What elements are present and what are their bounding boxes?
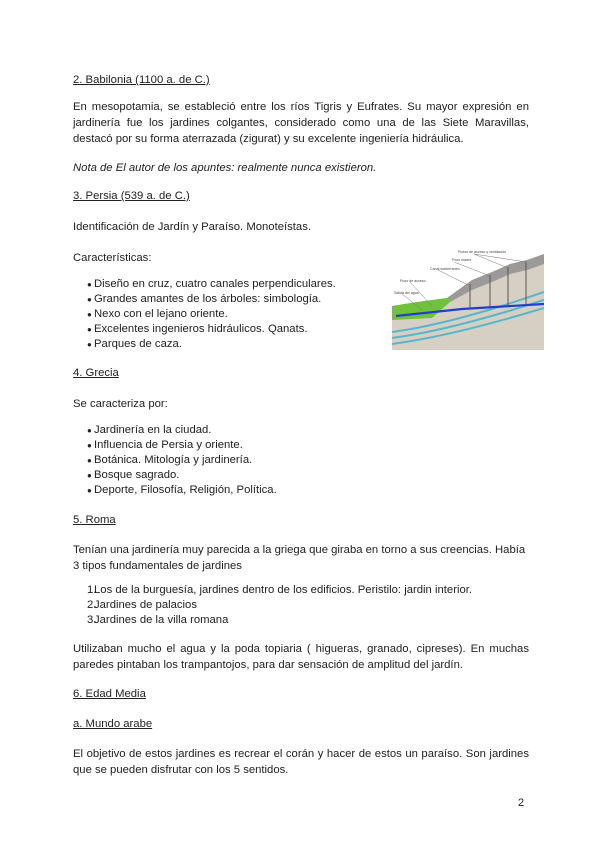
grecia-intro: Se caracteriza por:	[73, 398, 168, 410]
persia-characteristics-label: Características:	[73, 252, 152, 264]
list-item: 1. Los de la burguesía, jardines dentro de los edificios. Peristilo: jardin interior.	[87, 584, 473, 596]
roma-list	[73, 583, 473, 628]
roma-paragraph: Utilizaban mucho el agua y la poda topiaria ( higueras, granado, cipreses). En muchas paredes pintaban los trampantojos, para dar sensación de amplitud del jardín.	[73, 643, 529, 671]
heading-edad-media: 6. Edad Media	[73, 688, 146, 700]
list-item-text: Jardines de la villa romana	[94, 614, 229, 626]
heading-grecia: 4. Grecia	[73, 367, 119, 379]
list-item: ● Influencia de Persia y oriente.	[73, 438, 373, 453]
subheading-mundo-arabe: a. Mundo arabe	[73, 718, 153, 730]
heading-babilonia: 2. Babilonia (1100 a. de C.)	[73, 74, 210, 86]
diagram-label: Pozos de acceso y ventilación	[458, 250, 507, 254]
diagram-label: Pozo madre	[452, 258, 472, 262]
diagram-label: Pozo de acceso	[400, 279, 426, 283]
persia-list	[73, 277, 373, 352]
list-item: ● Grandes amantes de los árboles: simbología.	[73, 292, 373, 307]
persia-intro: Identificación de Jardín y Paraíso. Monoteístas.	[73, 221, 311, 233]
list-item: ● Excelentes ingenieros hidráulicos. Qanats.	[73, 322, 373, 337]
list-item: 2. Jardines de palacios	[87, 599, 197, 611]
diagram-label: Canal subterráneo	[430, 267, 460, 271]
qanat-diagram	[392, 244, 544, 350]
list-item-text: Los de la burguesía, jardines dentro de los edificios. Peristilo: jardin interior.	[94, 584, 473, 596]
list-item: ● Deporte, Filosofía, Religión, Política.	[73, 483, 373, 498]
edad-media-paragraph: El objetivo de estos jardines es recrear el corán y hacer de estos un paraíso. Son jardines que se pueden disfrutar con los 5 sentidos.	[73, 748, 529, 776]
heading-roma: 5. Roma	[73, 514, 116, 526]
note-babilonia: Nota de El autor de los apuntes: realmente nunca existieron.	[73, 162, 377, 174]
heading-persia: 3. Persia (539 a. de C.)	[73, 190, 190, 202]
list-item: 3. Jardines de la villa romana	[87, 614, 229, 626]
list-item: ● Bosque sagrado.	[73, 468, 373, 483]
roma-intro: Tenían una jardinería muy parecida a la griega que giraba en torno a sus creencias. Había 3 tipos fundamentales de jardines	[73, 544, 526, 572]
list-item: ● Nexo con el lejano oriente.	[73, 307, 373, 322]
paragraph-babilonia: En mesopotamia, se estableció entre los ríos Tigris y Eufrates. Su mayor expresión en jardinería fue los jardines colgantes, considerado como una de las Siete Maravillas, destacó por su forma aterrazada (zigurat) y su excelente ingeniería hidráulica.	[73, 101, 529, 145]
list-item: ● Parques de caza.	[73, 337, 373, 352]
list-item: ● Jardinería en la ciudad.	[73, 423, 373, 438]
list-item-text: Jardines de palacios	[94, 599, 197, 611]
list-item: ● Diseño en cruz, cuatro canales perpendiculares.	[73, 277, 373, 292]
list-item: ● Botánica. Mitología y jardinería.	[73, 453, 373, 468]
diagram-label: Salida del agua	[394, 291, 419, 295]
grecia-list	[73, 423, 373, 498]
page-number: 2	[518, 797, 525, 809]
